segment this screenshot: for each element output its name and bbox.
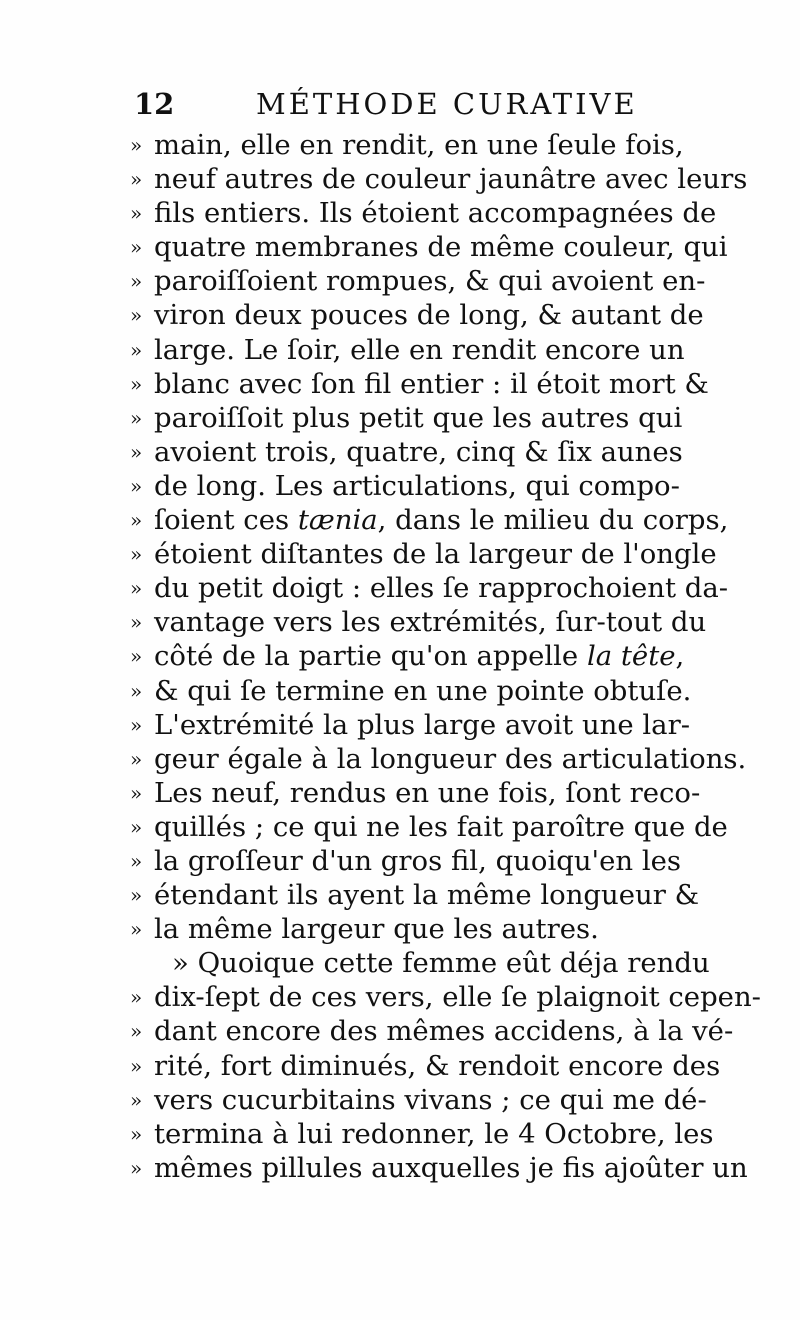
text-line xyxy=(130,776,701,810)
quote-mark: » xyxy=(130,883,143,908)
italic-term: tænia xyxy=(297,504,378,537)
line-text: la groſſeur d'un gros fil, quoiqu'en les xyxy=(154,844,682,877)
text-line xyxy=(130,128,684,162)
line-text: & qui ſe termine en une pointe obtuſe. xyxy=(154,674,692,707)
text-line xyxy=(130,1083,707,1117)
quote-mark: » xyxy=(130,542,143,567)
quote-mark: » xyxy=(130,576,143,601)
line-text-segment: ſoient ces xyxy=(154,504,298,537)
quote-mark: » xyxy=(130,746,143,771)
quote-mark: » xyxy=(130,848,143,873)
quote-mark: » xyxy=(130,371,143,396)
page-number: 12 xyxy=(134,87,175,121)
quote-mark: » xyxy=(130,473,143,498)
quote-mark: » xyxy=(130,780,143,805)
quote-mark: » xyxy=(130,644,143,669)
line-text-segment: côté de la partie qu'on appelle xyxy=(154,640,587,673)
line-text: quatre membranes de même couleur, qui xyxy=(154,231,728,264)
quote-mark: » xyxy=(130,712,143,737)
text-line xyxy=(130,844,682,878)
text-line xyxy=(130,980,761,1014)
line-text: étoient diſtantes de la largeur de l'ongle xyxy=(154,538,717,571)
quote-mark: » xyxy=(130,269,143,294)
quote-mark: » xyxy=(130,917,143,942)
line-text: dant encore des mêmes accidens, à la vé- xyxy=(154,1015,734,1048)
text-line xyxy=(130,878,700,912)
quote-mark: » xyxy=(130,1121,143,1146)
line-text-segment: , dans le milieu du corps, xyxy=(377,504,729,537)
body-text xyxy=(130,128,761,1185)
quote-mark: » xyxy=(130,337,143,362)
line-text: neuf autres de couleur jaunâtre avec leurs xyxy=(154,163,748,196)
text-line xyxy=(130,571,729,605)
quote-mark: » xyxy=(130,405,143,430)
text-line xyxy=(130,162,748,196)
line-text: de long. Les articulations, qui compo- xyxy=(154,469,680,502)
line-text: paroiſſoit plus petit que les autres qui xyxy=(154,401,683,434)
line-text: rité, fort diminués, & rendoit encore des xyxy=(154,1049,721,1082)
quote-mark: » xyxy=(130,814,143,839)
running-head: MÉTHODE CURATIVE xyxy=(256,87,638,121)
quote-mark: » xyxy=(130,1019,143,1044)
line-text: main, elle en rendit, en une ſeule fois, xyxy=(154,129,684,161)
line-text: blanc avec ſon fil entier : il étoit mort & xyxy=(154,367,709,400)
text-line xyxy=(130,912,675,946)
text-line xyxy=(130,639,685,673)
line-text xyxy=(154,503,728,537)
text-line xyxy=(130,1049,721,1083)
text-line xyxy=(130,1014,734,1048)
text-line xyxy=(130,264,706,298)
text-line xyxy=(130,435,683,469)
text-line xyxy=(130,333,685,367)
line-text: vers cucurbitains vivans ; ce qui me dé- xyxy=(154,1083,707,1116)
line-text: fils entiers. Ils étoient accompagnées de xyxy=(154,197,717,230)
quote-mark: » xyxy=(130,985,143,1010)
text-line xyxy=(130,230,728,264)
line-text: étendant ils ayent la même longueur & xyxy=(154,879,700,912)
line-text: avoient trois, quatre, cinq & ſix aunes xyxy=(154,435,683,468)
text-line xyxy=(130,367,709,401)
quote-mark: » xyxy=(130,201,143,226)
quote-mark: » xyxy=(130,303,143,328)
line-text: Les neuf, rendus en une fois, ſont reco- xyxy=(154,776,701,809)
text-line xyxy=(130,605,707,639)
quote-mark: » xyxy=(130,167,143,192)
quote-mark: » xyxy=(130,235,143,260)
line-text: L'extrémité la plus large avoit une lar- xyxy=(154,708,691,741)
text-line xyxy=(130,674,692,708)
text-line xyxy=(130,503,729,537)
text-line xyxy=(130,401,683,435)
quote-mark: » xyxy=(130,133,143,157)
line-text xyxy=(154,639,684,673)
text-line xyxy=(130,469,680,503)
page-header xyxy=(134,82,694,126)
line-text: geur égale à la longueur des articulations. xyxy=(154,742,747,775)
quote-mark: » xyxy=(130,1087,143,1112)
quote-mark xyxy=(130,946,154,980)
quote-mark: » xyxy=(130,610,143,635)
quote-mark: » xyxy=(130,1155,143,1180)
italic-term: la tête xyxy=(586,640,676,673)
quote-mark: » xyxy=(130,1053,143,1078)
quote-mark: » xyxy=(130,439,143,464)
line-text: dix-ſept de ces vers, elle ſe plaignoit cepen- xyxy=(154,981,761,1014)
text-line xyxy=(130,742,747,776)
text-line xyxy=(130,708,691,742)
line-text: du petit doigt : elles ſe rapprochoient da- xyxy=(154,572,729,605)
line-text: viron deux pouces de long, & autant de xyxy=(154,299,704,332)
line-text: paroiſſoient rompues, & qui avoient en- xyxy=(154,265,706,298)
line-text: quillés ; ce qui ne les fait paroître que de xyxy=(154,810,728,843)
text-line xyxy=(130,537,717,571)
line-text: termina à lui redonner, le 4 Octobre, les xyxy=(154,1117,714,1150)
line-text: la même largeur que les autres. xyxy=(154,913,599,946)
quote-mark: » xyxy=(130,678,143,703)
line-text: large. Le ſoir, elle en rendit encore un xyxy=(154,333,685,366)
text-line xyxy=(130,1117,714,1151)
line-text: » Quoique cette femme eût déja rendu xyxy=(172,947,710,980)
text-line xyxy=(130,196,717,230)
quote-mark: » xyxy=(130,508,143,533)
text-line xyxy=(130,298,704,332)
text-line xyxy=(130,946,710,980)
text-line xyxy=(130,1151,748,1185)
text-line xyxy=(130,810,728,844)
line-text-segment: , xyxy=(675,640,685,673)
line-text: vantage vers les extrémités, ſur-tout du xyxy=(154,606,707,639)
line-text: mêmes pillules auxquelles je fis ajoûter un xyxy=(154,1151,748,1184)
